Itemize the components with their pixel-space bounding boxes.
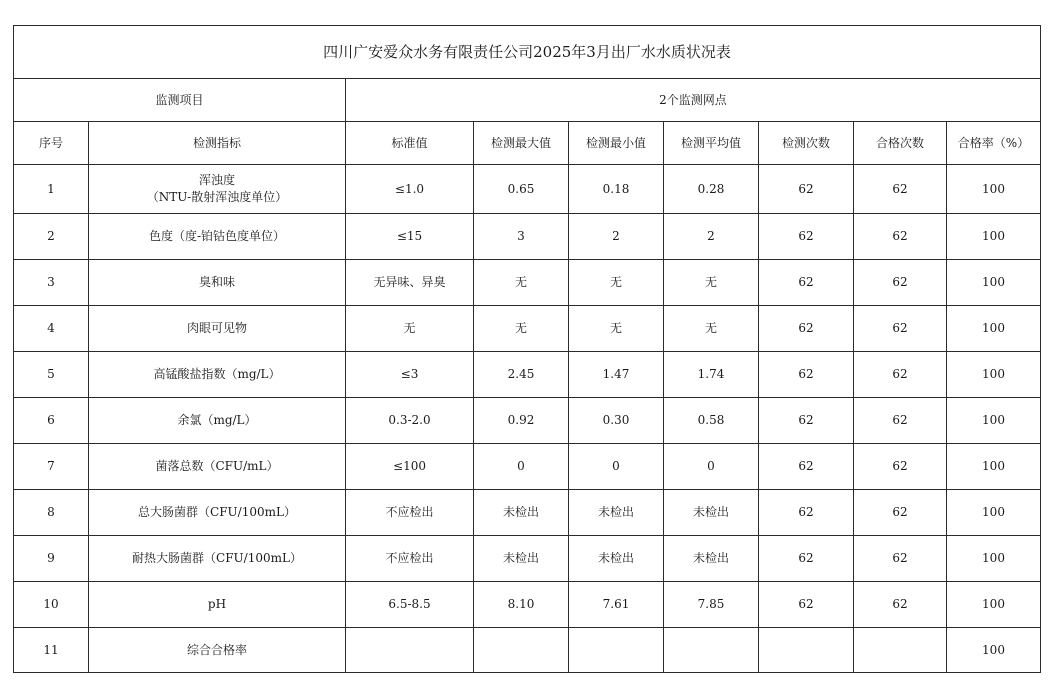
- cell-no: 10: [14, 582, 89, 628]
- cell-max: 8.10: [474, 582, 569, 628]
- table-row: [14, 490, 1041, 536]
- cell-rate: 100: [947, 398, 1041, 444]
- cell-max: 未检出: [474, 536, 569, 582]
- cell-min: 0.18: [569, 165, 664, 214]
- table-row: [14, 352, 1041, 398]
- cell-rate: 100: [947, 165, 1041, 214]
- cell-avg: 无: [664, 306, 759, 352]
- cell-avg: 7.85: [664, 582, 759, 628]
- cell-tests: 62: [759, 398, 854, 444]
- cell-tests: 62: [759, 260, 854, 306]
- cell-avg: 未检出: [664, 536, 759, 582]
- table-row: [14, 398, 1041, 444]
- cell-indicator: 臭和味: [89, 260, 346, 306]
- col-header-max: 检测最大值: [474, 122, 569, 165]
- cell-indicator: 耐热大肠菌群（CFU/100mL）: [89, 536, 346, 582]
- cell-passed: [854, 628, 947, 673]
- table-row: [14, 260, 1041, 306]
- cell-max: 未检出: [474, 490, 569, 536]
- group-header-items: 监测项目: [14, 79, 346, 122]
- cell-max: 0: [474, 444, 569, 490]
- col-header-min: 检测最小值: [569, 122, 664, 165]
- cell-min: 0.30: [569, 398, 664, 444]
- cell-standard: 无: [346, 306, 474, 352]
- cell-passed: 62: [854, 306, 947, 352]
- cell-tests: 62: [759, 306, 854, 352]
- col-header-rate: 合格率（%）: [947, 122, 1041, 165]
- cell-rate: 100: [947, 260, 1041, 306]
- cell-tests: 62: [759, 352, 854, 398]
- cell-avg: 0.28: [664, 165, 759, 214]
- cell-no: 7: [14, 444, 89, 490]
- cell-passed: 62: [854, 260, 947, 306]
- cell-max: 0.65: [474, 165, 569, 214]
- cell-min: 7.61: [569, 582, 664, 628]
- cell-min: 0: [569, 444, 664, 490]
- cell-min: 未检出: [569, 490, 664, 536]
- cell-min: 1.47: [569, 352, 664, 398]
- cell-rate: 100: [947, 306, 1041, 352]
- cell-standard: 6.5-8.5: [346, 582, 474, 628]
- cell-no: 1: [14, 165, 89, 214]
- cell-tests: 62: [759, 536, 854, 582]
- cell-rate: 100: [947, 628, 1041, 673]
- indicator-name: 浑浊度: [198, 173, 235, 187]
- cell-indicator: 综合合格率: [89, 628, 346, 673]
- col-header-standard: 标准值: [346, 122, 474, 165]
- cell-standard: ≤3: [346, 352, 474, 398]
- cell-indicator: [89, 165, 346, 214]
- cell-no: 9: [14, 536, 89, 582]
- cell-passed: 62: [854, 165, 947, 214]
- cell-avg: [664, 628, 759, 673]
- cell-min: [569, 628, 664, 673]
- cell-standard: ≤15: [346, 214, 474, 260]
- cell-passed: 62: [854, 582, 947, 628]
- cell-min: 未检出: [569, 536, 664, 582]
- cell-avg: 0.58: [664, 398, 759, 444]
- cell-indicator: 高锰酸盐指数（mg/L）: [89, 352, 346, 398]
- cell-max: 0.92: [474, 398, 569, 444]
- cell-passed: 62: [854, 490, 947, 536]
- col-header-avg: 检测平均值: [664, 122, 759, 165]
- cell-rate: 100: [947, 352, 1041, 398]
- col-header-no: 序号: [14, 122, 89, 165]
- cell-max: 无: [474, 260, 569, 306]
- cell-avg: 无: [664, 260, 759, 306]
- cell-indicator: pH: [89, 582, 346, 628]
- cell-rate: 100: [947, 214, 1041, 260]
- cell-avg: 1.74: [664, 352, 759, 398]
- cell-max: 3: [474, 214, 569, 260]
- table-row: [14, 214, 1041, 260]
- table-row: [14, 306, 1041, 352]
- cell-max: 无: [474, 306, 569, 352]
- cell-no: 6: [14, 398, 89, 444]
- table-row: [14, 536, 1041, 582]
- cell-passed: 62: [854, 214, 947, 260]
- cell-indicator: 菌落总数（CFU/mL）: [89, 444, 346, 490]
- cell-no: 3: [14, 260, 89, 306]
- cell-passed: 62: [854, 536, 947, 582]
- cell-indicator: 余氯（mg/L）: [89, 398, 346, 444]
- cell-standard: 0.3-2.0: [346, 398, 474, 444]
- table-row: [14, 628, 1041, 673]
- cell-rate: 100: [947, 536, 1041, 582]
- cell-passed: 62: [854, 444, 947, 490]
- cell-no: 4: [14, 306, 89, 352]
- cell-standard: [346, 628, 474, 673]
- cell-indicator: 色度（度-铂钴色度单位）: [89, 214, 346, 260]
- cell-no: 5: [14, 352, 89, 398]
- cell-tests: 62: [759, 582, 854, 628]
- cell-standard: 不应检出: [346, 536, 474, 582]
- cell-tests: 62: [759, 444, 854, 490]
- column-header-row: [14, 122, 1041, 165]
- cell-passed: 62: [854, 398, 947, 444]
- cell-min: 无: [569, 260, 664, 306]
- cell-max: 2.45: [474, 352, 569, 398]
- cell-rate: 100: [947, 582, 1041, 628]
- table-row: [14, 582, 1041, 628]
- cell-avg: 未检出: [664, 490, 759, 536]
- indicator-unit: （NTU-散射浑浊度单位）: [146, 190, 288, 204]
- cell-max: [474, 628, 569, 673]
- cell-indicator: 肉眼可见物: [89, 306, 346, 352]
- cell-standard: 无异味、异臭: [346, 260, 474, 306]
- cell-min: 无: [569, 306, 664, 352]
- cell-min: 2: [569, 214, 664, 260]
- cell-standard: ≤100: [346, 444, 474, 490]
- cell-standard: 不应检出: [346, 490, 474, 536]
- water-quality-table: [13, 25, 1041, 673]
- cell-no: 2: [14, 214, 89, 260]
- table-row: [14, 165, 1041, 214]
- cell-avg: 2: [664, 214, 759, 260]
- cell-passed: 62: [854, 352, 947, 398]
- cell-indicator: 总大肠菌群（CFU/100mL）: [89, 490, 346, 536]
- cell-rate: 100: [947, 444, 1041, 490]
- col-header-indicator: 检测指标: [89, 122, 346, 165]
- col-header-passed: 合格次数: [854, 122, 947, 165]
- cell-tests: [759, 628, 854, 673]
- cell-no: 8: [14, 490, 89, 536]
- cell-tests: 62: [759, 214, 854, 260]
- table-title: 四川广安爱众水务有限责任公司2025年3月出厂水水质状况表: [14, 26, 1041, 79]
- cell-no: 11: [14, 628, 89, 673]
- cell-tests: 62: [759, 165, 854, 214]
- table-row: [14, 444, 1041, 490]
- group-header-sites: 2个监测网点: [346, 79, 1041, 122]
- cell-standard: ≤1.0: [346, 165, 474, 214]
- cell-avg: 0: [664, 444, 759, 490]
- col-header-tests: 检测次数: [759, 122, 854, 165]
- cell-rate: 100: [947, 490, 1041, 536]
- cell-tests: 62: [759, 490, 854, 536]
